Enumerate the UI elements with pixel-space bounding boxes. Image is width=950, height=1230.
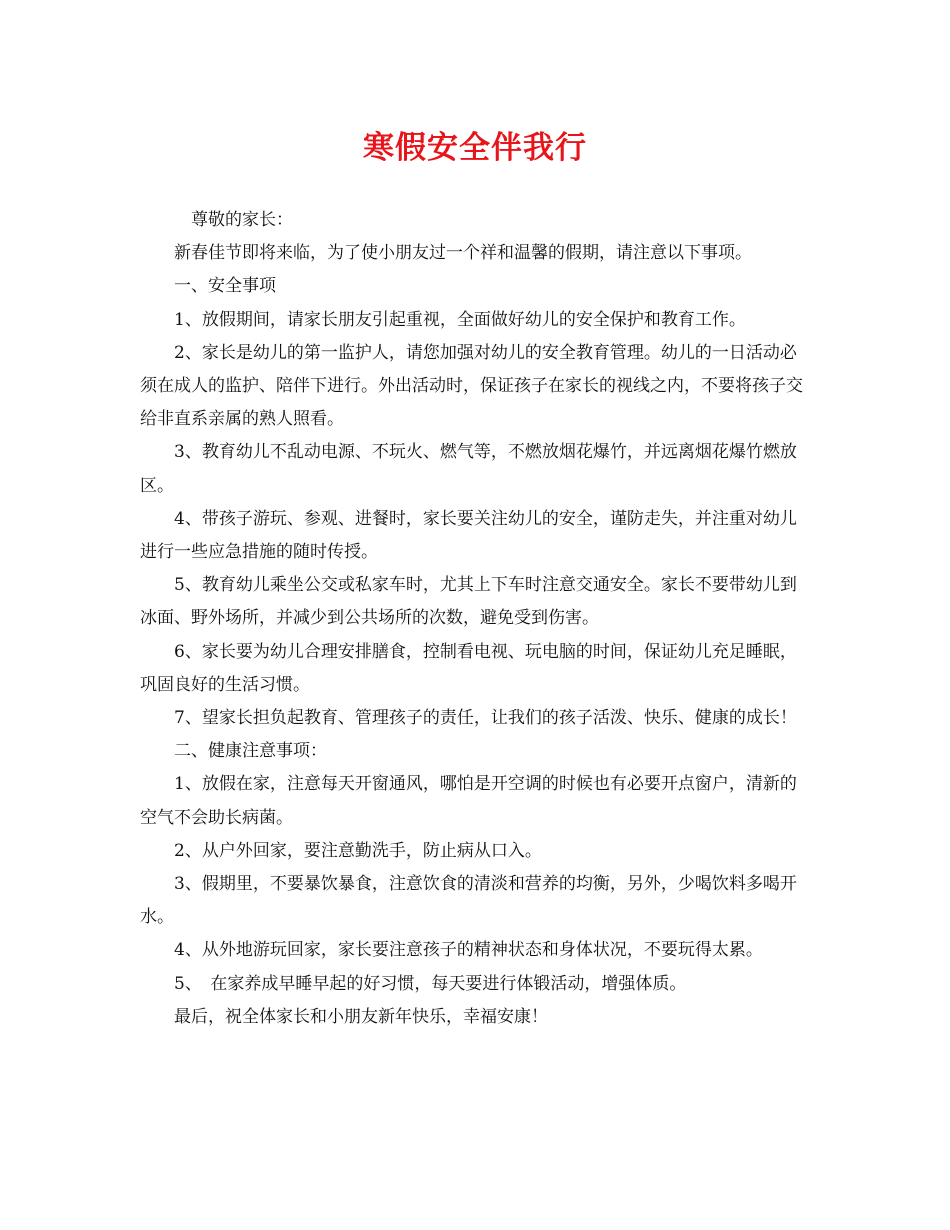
safety-item-4: 4、带孩子游玩、参观、进餐时，家长要关注幼儿的安全，谨防走失，并注重对幼儿进行一些应急措施的随时传授。 [140,508,797,563]
health-item-3: 3、假期里，不要暴饮暴食，注意饮食的清淡和营养的均衡，另外，少喝饮料多喝开水。 [140,874,797,928]
closing-paragraph: 最后，祝全体家长和小朋友新年快乐，幸福安康！ [174,1006,548,1027]
health-item-2: 2、从户外回家，要注意勤洗手，防止病从口入。 [174,840,542,861]
section-heading-health: 二、健康注意事项： [174,741,327,762]
safety-item-6: 6、家长要为幼儿合理安排膳食，控制看电视、玩电脑的时间，保证幼儿充足睡眠，巩固良好的生活习惯。 [140,641,797,695]
document-body [140,204,812,1034]
safety-item-3: 3、教育幼儿不乱动电源、不玩火、燃气等，不燃放烟花爆竹，并远离烟花爆竹燃放区。 [140,442,797,496]
health-item-5: 5、 在家养成早睡早起的好习惯，每天要进行体锻活动，增强体质。 [174,973,687,994]
intro-paragraph: 新春佳节即将来临，为了使小朋友过一个祥和温馨的假期，请注意以下事项。 [174,243,752,264]
salutation: 尊敬的家长： [191,210,293,230]
safety-item-7: 7、望家长担负起教育、管理孩子的责任，让我们的孩子活泼、快乐、健康的成长！ [174,708,797,729]
health-item-4: 4、从外地游玩回家，家长要注意孩子的精神状态和身体状况，不要玩得太累。 [174,940,763,961]
section-heading-safety: 一、安全事项 [174,276,276,297]
safety-item-2: 2、家长是幼儿的第一监护人，请您加强对幼儿的安全教育管理。幼儿的一日活动必须在成人的监护、陪伴下进行。外出活动时，保证孩子在家长的视线之内，不要将孩子交给非直系亲属的熟人照看。 [140,342,803,430]
health-item-1: 1、放假在家，注意每天开窗通风，哪怕是开空调的时候也有必要开点窗户，清新的空气不会助长病菌。 [140,774,797,828]
safety-item-1: 1、放假期间，请家长朋友引起重视，全面做好幼儿的安全保护和教育工作。 [174,309,746,330]
document-title: 寒假安全伴我行 [363,130,587,166]
safety-item-5: 5、教育幼儿乘坐公交或私家车时，尤其上下车时注意交通安全。家长不要带幼儿到冰面、野外场所，并减少到公共场所的次数，避免受到伤害。 [140,575,797,629]
